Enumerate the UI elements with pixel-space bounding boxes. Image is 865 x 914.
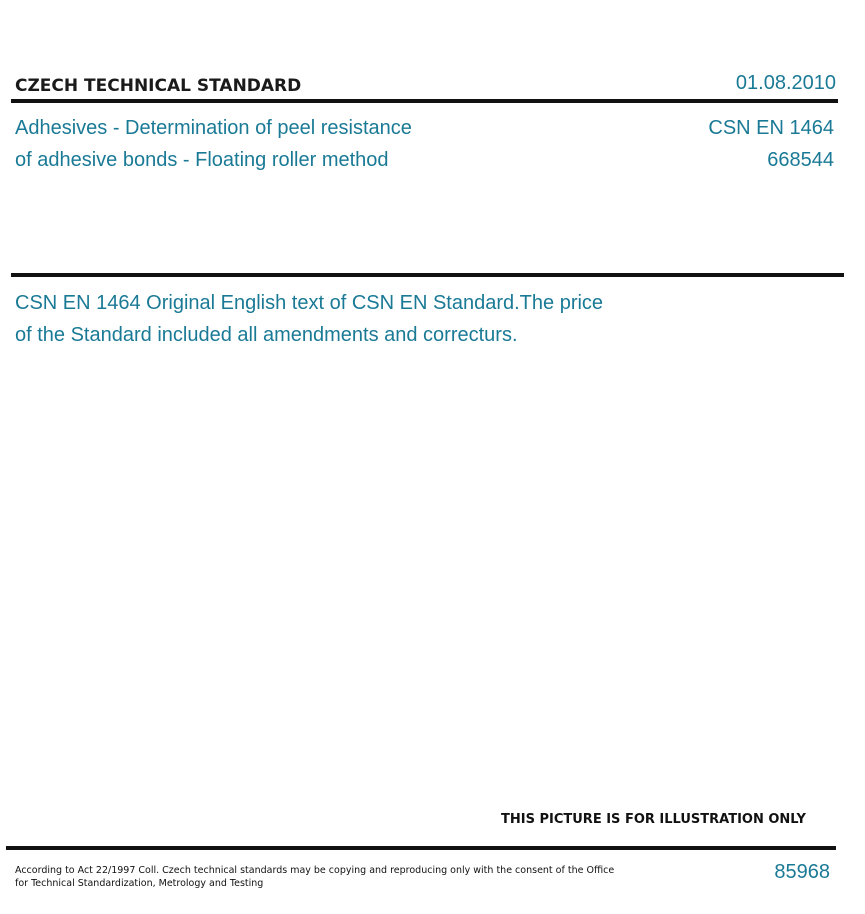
document-type-label: CZECH TECHNICAL STANDARD bbox=[15, 76, 302, 96]
header-rule bbox=[11, 99, 838, 103]
legal-notice-line-1: According to Act 22/1997 Coll. Czech technical standards may be copying and reproducing only with the consent of the Office bbox=[15, 865, 615, 876]
publication-date: 01.08.2010 bbox=[735, 72, 836, 94]
description-line-2: of the Standard included all amendments and correcturs. bbox=[15, 324, 518, 346]
description-line-1: CSN EN 1464 Original English text of CSN EN Standard.The price bbox=[15, 292, 604, 314]
illustration-notice: THIS PICTURE IS FOR ILLUSTRATION ONLY bbox=[501, 812, 806, 827]
legal-notice-line-2: for Technical Standardization, Metrology and Testing bbox=[15, 878, 264, 889]
footer-rule bbox=[6, 846, 836, 850]
section-rule bbox=[11, 273, 844, 277]
footer-number: 85968 bbox=[774, 861, 830, 883]
standard-title-line-1: Adhesives - Determination of peel resistance bbox=[15, 117, 412, 139]
standard-title-line-2: of adhesive bonds - Floating roller method bbox=[15, 149, 389, 171]
standard-code: CSN EN 1464 bbox=[708, 117, 834, 139]
catalog-number: 668544 bbox=[767, 149, 834, 171]
